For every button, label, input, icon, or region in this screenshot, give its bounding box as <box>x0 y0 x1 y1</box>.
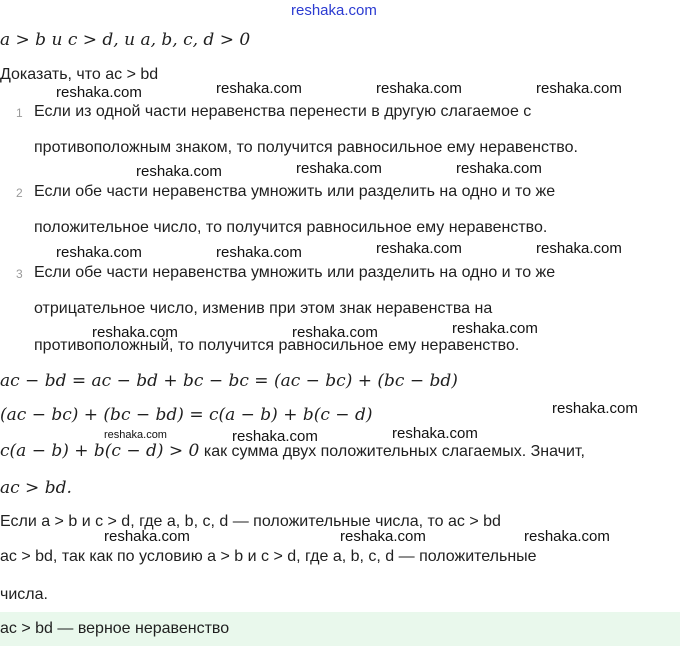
watermark: reshaka.com <box>292 324 378 341</box>
step-number: 3 <box>16 267 23 281</box>
step-text: противоположный, то получится равносильное ему неравенство. <box>34 337 520 354</box>
watermark: reshaka.com <box>136 163 222 180</box>
watermark: reshaka.com <box>340 528 426 545</box>
step-text: противоположным знаком, то получится равносильное ему неравенство. <box>34 139 578 156</box>
given-condition: a > b и c > d, и a, b, c, d > 0 <box>0 30 251 50</box>
step-text: отрицательное число, изменив при этом знак неравенства на <box>34 300 493 317</box>
watermark: reshaka.com <box>456 160 542 177</box>
conclusion-line: Если a > b и c > d, где a, b, c, d — положительные числа, то ac > bd <box>0 513 501 530</box>
step-text: Если обе части неравенства умножить или разделить на одно и то же <box>34 183 556 200</box>
watermark: reshaka.com <box>376 80 462 97</box>
watermark: reshaka.com <box>536 240 622 257</box>
watermark: reshaka.com <box>56 244 142 261</box>
step-text: положительное число, то получится равносильное ему неравенство. <box>34 219 548 236</box>
equation: ac − bd = ac − bd + bc − bc = (ac − bc) + (bc − bd) <box>0 371 458 391</box>
final-answer: ac > bd — верное неравенство <box>0 620 230 637</box>
watermark: reshaka.com <box>232 428 318 445</box>
watermark: reshaka.com <box>392 425 478 442</box>
watermark: reshaka.com <box>296 160 382 177</box>
watermark: reshaka.com <box>216 244 302 261</box>
watermark: reshaka.com <box>552 400 638 417</box>
watermark: reshaka.com <box>524 528 610 545</box>
equation-line <box>0 441 585 461</box>
watermark: reshaka.com <box>291 2 377 19</box>
step-number: 2 <box>16 186 23 200</box>
watermark: reshaka.com <box>104 429 167 441</box>
watermark: reshaka.com <box>104 528 190 545</box>
watermark: reshaka.com <box>536 80 622 97</box>
step-number: 1 <box>16 106 23 120</box>
equation: (ac − bc) + (bc − bd) = c(a − b) + b(c − d) <box>0 405 373 425</box>
watermark: reshaka.com <box>216 80 302 97</box>
conclusion-line: ac > bd, так как по условию a > b и c > d, где a, b, c, d — положительные <box>0 548 537 565</box>
step-text: Если обе части неравенства умножить или разделить на одно и то же <box>34 264 556 281</box>
conclusion-line: числа. <box>0 586 48 603</box>
prove-statement: Доказать, что ac > bd <box>0 66 159 83</box>
step-text: Если из одной части неравенства перенести в другую слагаемое с <box>34 103 532 120</box>
equation: ac > bd. <box>0 478 72 498</box>
watermark: reshaka.com <box>56 84 142 101</box>
equation: c(a − b) + b(c − d) > 0 <box>0 441 200 461</box>
watermark: reshaka.com <box>376 240 462 257</box>
watermark: reshaka.com <box>92 324 178 341</box>
equation-comment: как сумма двух положительных слагаемых. Значит, <box>203 443 585 460</box>
watermark: reshaka.com <box>452 320 538 337</box>
